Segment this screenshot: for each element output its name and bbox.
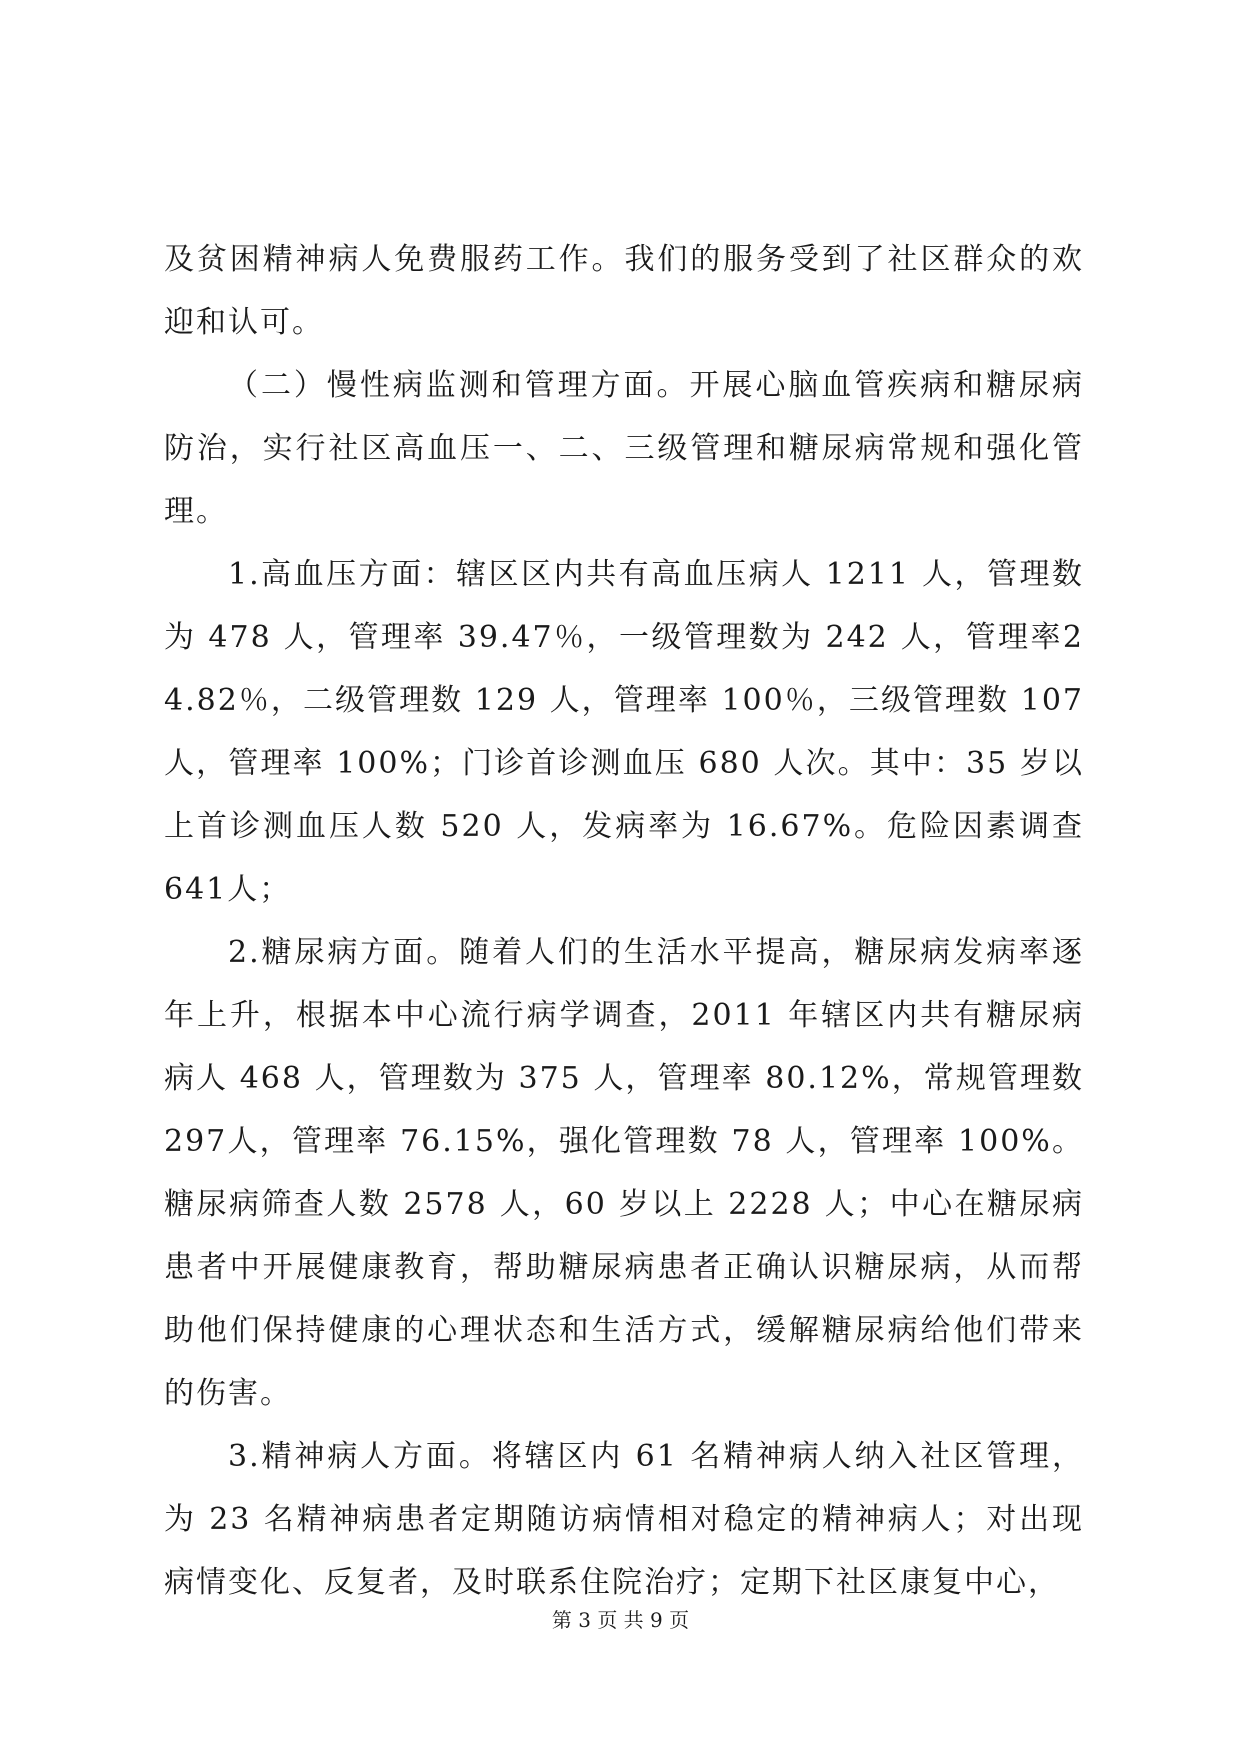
paragraph-hypertension: 1.高血压方面：辖区区内共有高血压病人 1211 人，管理数为 478 人，管理率 39.47％，一级管理数为 242 人，管理率24.82％，二级管理数 129 人，管理率 100％，三级管理数 107人，管理率 100%；门诊首诊测血压 680 人次。其中：35 岁以上首诊测血压人数 520 人，发病率为 16.67%。危险因素调查 641人； xyxy=(164,557,1084,907)
paragraph-intro-continuation: 及贫困精神病人免费服药工作。我们的服务受到了社区群众的欢迎和认可。 xyxy=(164,242,1084,340)
paragraph-chronic-disease: （二）慢性病监测和管理方面。开展心脑血管疾病和糖尿病防治，实行社区高血压一、二、三级管理和糖尿病常规和强化管理。 xyxy=(164,368,1084,529)
paragraph-diabetes: 2.糖尿病方面。随着人们的生活水平提高，糖尿病发病率逐年上升，根据本中心流行病学调查，2011 年辖区内共有糖尿病病人 468 人，管理数为 375 人，管理率 80.12%，常规管理数 297人，管理率 76.15%，强化管理数 78 人，管理率 100%。糖尿病筛查人数 2578 人，60 岁以上 2228 人；中心在糖尿病患者中开展健康教育，帮助糖尿病患者正确认识糖尿病，从而帮助他们保持健康的心理状态和生活方式，缓解糖尿病给他们带来的伤害。 xyxy=(164,935,1084,1411)
page-footer: 第 3 页 共 9 页 xyxy=(551,1608,690,1632)
document-body xyxy=(164,228,1084,1614)
paragraph-mental-illness: 3.精神病人方面。将辖区内 61 名精神病人纳入社区管理，为 23 名精神病患者定期随访病情相对稳定的精神病人；对出现病情变化、反复者，及时联系住院治疗；定期下社区康复中心， xyxy=(164,1439,1084,1600)
